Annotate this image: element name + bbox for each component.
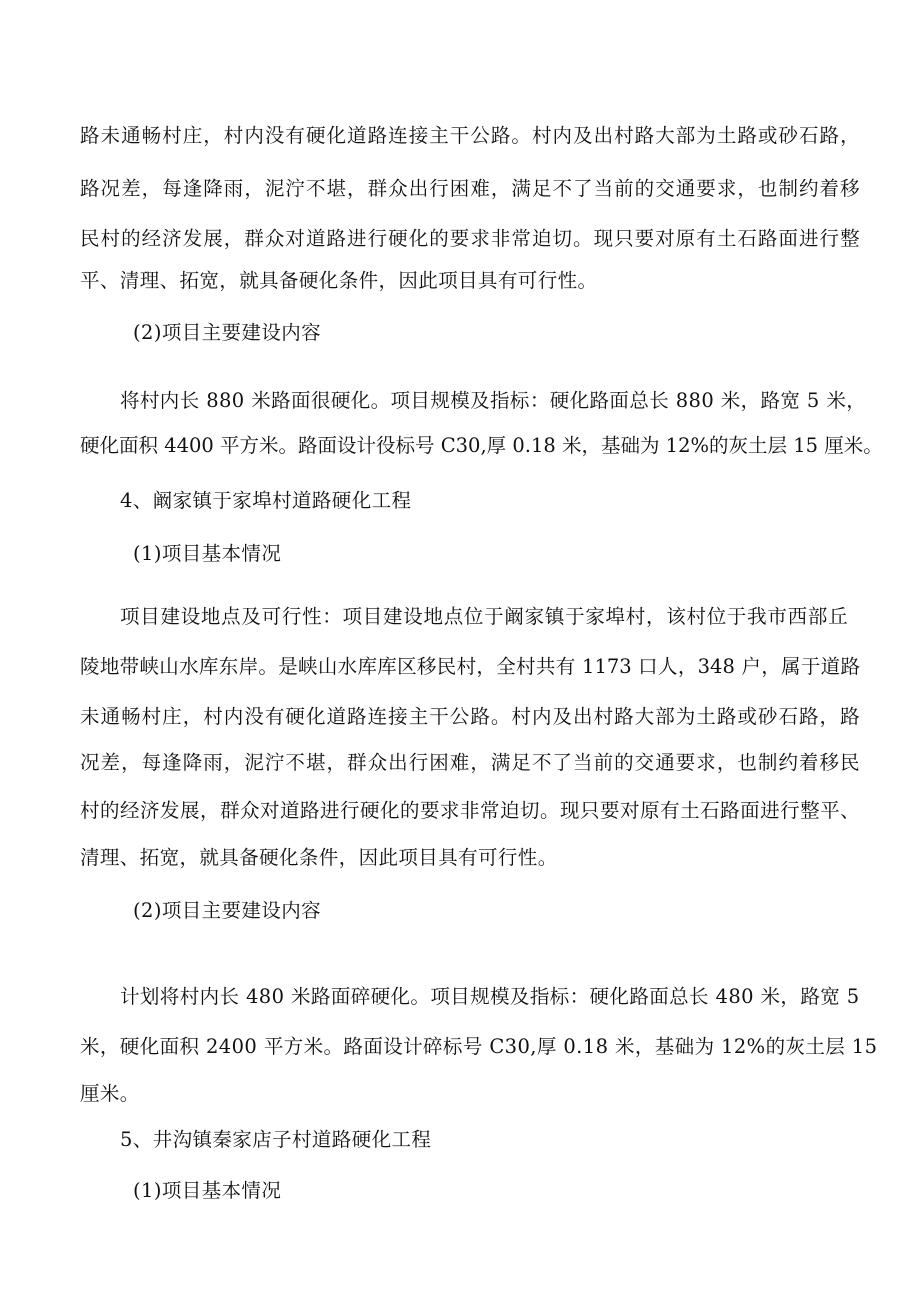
subsection-heading: (1)项目基本情况 [133, 542, 282, 565]
body-text-line: 清理、拓宽，就具备硬化条件，因此项目具有可行性。 [80, 846, 558, 869]
body-text-line: 民村的经济发展，群众对道路进行硬化的要求非常迫切。现只要对原有土石路面进行整 [80, 227, 860, 250]
body-text-line: 路未通畅村庄，村内没有硬化道路连接主干公路。村内及出村路大部为土路或砂石路， [80, 124, 860, 147]
body-text-line: 计划将村内长 480 米路面碎硬化。项目规模及指标：硬化路面总长 480 米，路宽 5 [120, 985, 860, 1008]
section-heading: 4、阚家镇于家埠村道路硬化工程 [120, 489, 412, 512]
section-heading: 5、井沟镇秦家店子村道路硬化工程 [120, 1128, 432, 1151]
body-text-line: 硬化面积 4400 平方米。路面设计役标号 C30,厚 0.18 米，基础为 12%的灰土层 15 厘米。 [80, 434, 883, 457]
body-text-line: 平、清理、拓宽，就具备硬化条件，因此项目具有可行性。 [80, 269, 598, 292]
body-text-line: 况差，每逢降雨，泥泞不堪，群众出行困难，满足不了当前的交通要求，也制约着移民 [80, 751, 860, 774]
body-text-line: 将村内长 880 米路面很硬化。项目规模及指标：硬化路面总长 880 米，路宽 5 米， [120, 389, 867, 412]
body-text-line: 陵地带峡山水库东岸。是峡山水库库区移民村，全村共有 1173 口人，348 户，属于道路 [80, 655, 860, 678]
body-text-line: 路况差，每逢降雨，泥泞不堪，群众出行困难，满足不了当前的交通要求，也制约着移 [80, 177, 860, 200]
subsection-heading: (2)项目主要建设内容 [133, 321, 322, 344]
subsection-heading: (1)项目基本情况 [133, 1179, 282, 1202]
subsection-heading: (2)项目主要建设内容 [133, 899, 322, 922]
body-text-line: 村的经济发展，群众对道路进行硬化的要求非常迫切。现只要对原有土石路面进行整平、 [80, 799, 860, 822]
body-text-line: 项目建设地点及可行性：项目建设地点位于阚家镇于家埠村，该村位于我市西部丘 [120, 605, 848, 628]
body-text-line: 米，硬化面积 2400 平方米。路面设计碎标号 C30,厚 0.18 米，基础为 12%的灰土层 15 [80, 1035, 878, 1058]
body-text-line: 未通畅村庄，村内没有硬化道路连接主干公路。村内及出村路大部为土路或砂石路，路 [80, 705, 860, 728]
body-text-line: 厘米。 [80, 1082, 140, 1105]
